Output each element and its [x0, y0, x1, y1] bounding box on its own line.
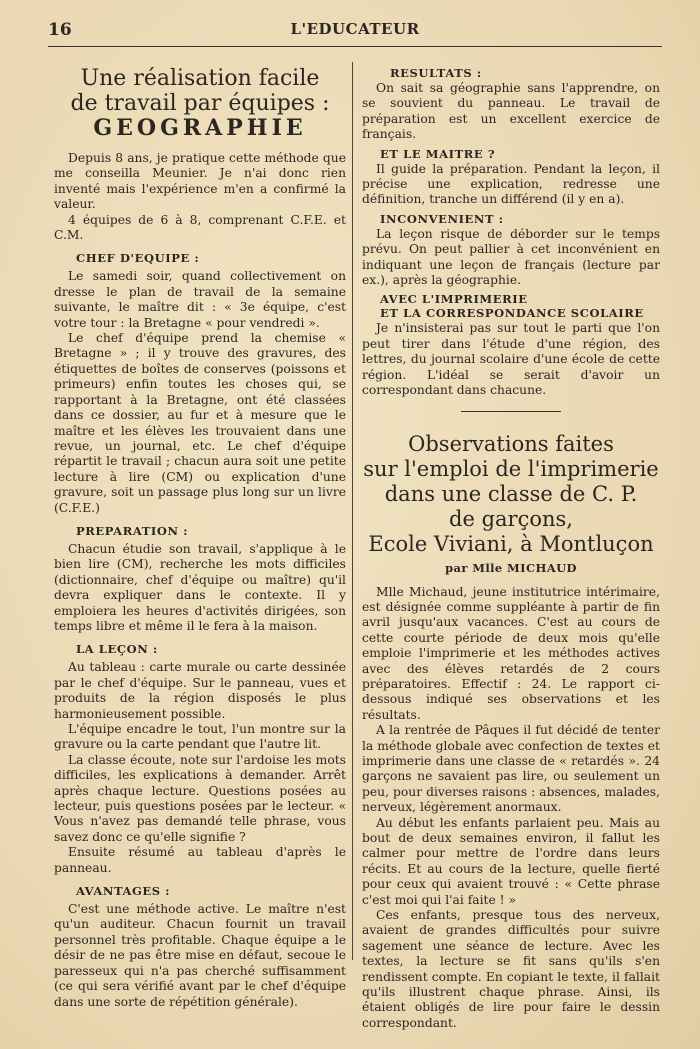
paragraph: Mlle Michaud, jeune institutrice intérimaire, est désignée comme suppléante à partir de fin avril jusqu'aux vacances. C'est au cours de cette courte période de deux mois qu'elle emploie l'imprimerie et les méthodes actives avec des élèves retardés de 2 cours préparatoires. Effectif : 24. Le rapport ci-dessous indiqué ses observations et les résultats.	[362, 584, 660, 722]
journal-title: L'EDUCATEUR	[290, 20, 420, 38]
intro-paragraph: 4 équipes de 6 à 8, comprenant C.F.E. et C.M.	[54, 212, 346, 243]
page-number: 16	[48, 20, 72, 40]
article2-title-line2: sur l'emploi de l'imprimerie	[363, 456, 659, 481]
article2-byline: par Mlle MICHAUD	[445, 560, 577, 575]
column-divider	[352, 62, 353, 960]
paragraph: Ces enfants, presque tous des nerveux, avaient de grandes difficultés pour suivre sagement une séance de lecture. Avec les textes, la lecture se fit sans qu'ils s'en rendissent compte. En copiant le texte, il fallait qu'ils illustrent chaque phrase. Ainsi, ils étaient obligés de lire pour faire le dessin correspondant.	[362, 908, 660, 1030]
paragraph: On sait sa géographie sans l'apprendre, on se souvient du panneau. Le travail de préparation est un excellent exercice de français.	[362, 81, 660, 142]
paragraph: Au tableau : carte murale ou carte dessinée par le chef d'équipe. Sur le panneau, vues et produits de la région disposés le plus harmonieusement possible.	[54, 660, 346, 721]
article-title-line2: de travail par équipes :	[70, 91, 330, 116]
article-title	[54, 66, 346, 141]
page-header	[48, 20, 662, 47]
paragraph: La leçon risque de déborder sur le temps prévu. On peut pallier à cet inconvénient en indiquant une leçon de français (lecture par ex.), après la géographie.	[362, 226, 660, 288]
paragraph: Au début les enfants parlaient peu. Mais au bout de deux semaines environ, il fallut les calmer pour mettre de l'ordre dans leurs récits. Et au cours de la lecture, quelle fierté pour ceux qui avaient trouvé : « Cette phrase c'est moi qui l'ai faite ! »	[362, 815, 660, 907]
right-column	[362, 66, 660, 1031]
section-heading-imprimerie	[380, 292, 660, 320]
paragraph: Il guide la préparation. Pendant la leçon, il précise une explication, redresse une définition, tranche un différend (il y en a).	[362, 161, 660, 207]
paragraph: L'équipe encadre le tout, l'un montre sur la gravure ou la carte pendant que l'autre lit.	[54, 722, 346, 752]
article2-title-line4: de garçons,	[449, 506, 573, 531]
section-heading-avantages: AVANTAGES :	[76, 884, 171, 899]
section-heading-chef: CHEF D'EQUIPE :	[76, 251, 200, 266]
section-heading-lecon: LA LEÇON :	[76, 642, 158, 657]
article-title-line3: GEOGRAPHIE	[93, 115, 307, 141]
article2-title-line5: Ecole Viviani, à Montluçon	[368, 531, 654, 556]
paragraph: Le samedi soir, quand collectivement on dresse le plan de travail de la semaine suivante, le maître dit : « 3e équipe, c'est votre tour : la Bretagne « pour vendredi ».	[54, 269, 346, 330]
section-heading-preparation: PREPARATION :	[76, 523, 189, 538]
paragraph: Chacun étudie son travail, s'applique à le bien lire (CM), recherche les mots difficiles (dictionnaire, chef d'équipe ou maître) qu'il devra expliquer dans le contexte. Il y emploiera les heures d'activités dirigées, son temps libre et même il le fera à la maison.	[54, 541, 346, 633]
paragraph: Ensuite résumé au tableau d'après le panneau.	[54, 845, 346, 875]
paragraph: C'est une méthode active. Le maître n'est qu'un auditeur. Chacun fournit un travail personnel très profitable. Chaque équipe a le désir de ne pas être mise en défaut, secoue le paresseux qui n'a pas cherché suffisamment (ce qui sera vérifié avant par le chef d'équipe dans une sorte de répétition générale).	[54, 902, 346, 1009]
paragraph: Je n'insisterai pas sur tout le parti que l'on peut tirer dans l'étude d'une région, des lettres, du journal scolaire d'une école de cette région. L'idéal se serait d'avoir un correspondant dans chacune.	[362, 321, 660, 398]
paragraph: La classe écoute, note sur l'ardoise les mots difficiles, les explications à demander. Arrêt après chaque lecture. Questions posées au lecteur, puis questions posées par le lecteur. « Vous n'avez pas demandé telle phrase, vous savez donc ce qu'elle signifie ?	[54, 752, 346, 844]
section-heading-resultats: RESULTATS :	[390, 66, 482, 80]
section-heading-imprimerie-line1: AVEC L'IMPRIMERIE	[380, 292, 528, 307]
article2-title-line1: Observations faites	[408, 431, 614, 456]
article-separator	[461, 411, 561, 412]
article2-title-line3: dans une classe de C. P.	[384, 481, 638, 506]
section-heading-imprimerie-line2: ET LA CORRESPONDANCE SCOLAIRE	[380, 306, 644, 321]
article-title-line1: Une réalisation facile	[80, 66, 320, 91]
left-column	[54, 66, 346, 1010]
intro-paragraph: Depuis 8 ans, je pratique cette méthode que me conseilla Meunier. Je n'ai donc rien inventé mais l'expérience m'en a confirmé la valeur.	[54, 151, 346, 212]
paragraph: A la rentrée de Pâques il fut décidé de tenter la méthode globale avec confection de textes et imprimerie dans une classe de « retardés ». 24 garçons ne savaient pas lire, ou seulement un peu, pour diverses raisons : absences, malades, nerveux, légèrement anormaux.	[362, 723, 660, 815]
section-heading-inconvenient: INCONVENIENT :	[380, 211, 504, 226]
section-heading-maitre: ET LE MAITRE ?	[380, 146, 496, 161]
article2-title	[362, 432, 660, 557]
paragraph: Le chef d'équipe prend la chemise « Bretagne » ; il y trouve des gravures, des étiquettes de boîtes de conserves (poissons et primeurs) enfin toutes les choses qui, se rapportant à la Bretagne, ont été classées dans ce dossier, au fur et à mesure que le maître et les élèves les trouvaient dans une revue, un journal, etc. Le chef d'équipe répartit le travail ; chacun aura soit une petite lecture à lire (CM) ou explication d'une gravure, soit un passage plus long sur un livre (C.F.E.)	[54, 331, 346, 515]
